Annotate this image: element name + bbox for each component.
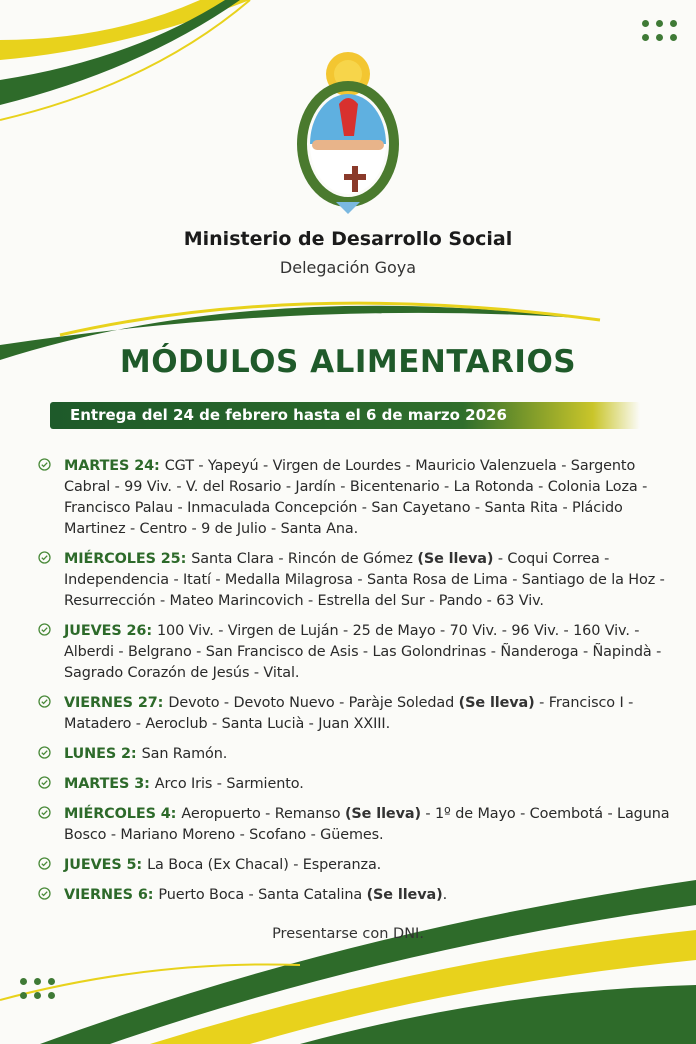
dots-decoration bbox=[20, 978, 55, 999]
schedule-text bbox=[64, 804, 674, 846]
neighborhoods: 100 Viv. - Virgen de Luján - 25 de Mayo - 70 Viv. - 96 Viv. - 160 Viv. - Alberdi - Belgrano - San Francisco de Asis - Las Golondrinas - Ñanderoga - Ñapindà - Sagrado Corazón de Jesús - Vital. bbox=[64, 623, 662, 681]
check-circle-icon bbox=[38, 774, 64, 795]
check-circle-icon bbox=[38, 804, 64, 846]
schedule-list bbox=[38, 456, 686, 915]
neighborhoods: . bbox=[442, 887, 448, 903]
neighborhoods: Puerto Boca - Santa Catalina bbox=[158, 887, 367, 903]
schedule-text bbox=[64, 549, 674, 612]
schedule-item bbox=[38, 885, 686, 906]
schedule-item bbox=[38, 693, 686, 735]
organization-name: Ministerio de Desarrollo Social bbox=[183, 228, 513, 250]
neighborhoods: - 1º de Mayo - Coembotá - Laguna Bosco - Mariano Moreno - Scofano - Güemes. bbox=[64, 806, 670, 843]
check-circle-icon bbox=[38, 549, 64, 612]
neighborhoods: Aeropuerto - Remanso bbox=[181, 806, 345, 822]
schedule-text bbox=[64, 693, 674, 735]
check-circle-icon bbox=[38, 855, 64, 876]
date-range-banner: Entrega del 24 de febrero hasta el 6 de marzo 2026 bbox=[50, 402, 640, 429]
check-circle-icon bbox=[38, 456, 64, 540]
page-title: MÓDULOS ALIMENTARIOS bbox=[119, 344, 577, 380]
schedule-text bbox=[64, 456, 674, 540]
schedule-text bbox=[64, 885, 674, 906]
neighborhoods: Santa Clara - Rincón de Gómez bbox=[191, 551, 418, 567]
neighborhoods: - Coqui Correa - Independencia - Itatí - Medalla Milagrosa - Santa Rosa de Lima - Santiago de la Hoz - Resurrección - Mateo Marincovich - Estrella del Sur - Pando - 63 Viv. bbox=[64, 551, 665, 609]
day-label: MIÉRCOLES 25: bbox=[64, 551, 187, 567]
day-label: VIERNES 6: bbox=[64, 887, 154, 903]
schedule-item bbox=[38, 774, 686, 795]
delegation-name: Delegación Goya bbox=[279, 258, 417, 277]
schedule-item bbox=[38, 855, 686, 876]
neighborhoods: San Ramón. bbox=[141, 746, 228, 762]
neighborhoods: Arco Iris - Sarmiento. bbox=[154, 776, 304, 792]
schedule-item bbox=[38, 744, 686, 765]
schedule-text bbox=[64, 621, 674, 684]
national-coat-of-arms-emblem bbox=[284, 44, 412, 219]
day-label: JUEVES 5: bbox=[64, 857, 143, 873]
pickup-note: (Se lleva) bbox=[366, 887, 443, 903]
dots-decoration bbox=[642, 20, 677, 41]
neighborhoods: Devoto - Devoto Nuevo - Paràje Soledad bbox=[168, 695, 459, 711]
day-label: LUNES 2: bbox=[64, 746, 137, 762]
day-label: VIERNES 27: bbox=[64, 695, 164, 711]
schedule-item bbox=[38, 456, 686, 540]
day-label: MARTES 24: bbox=[64, 458, 160, 474]
neighborhoods: La Boca (Ex Chacal) - Esperanza. bbox=[147, 857, 382, 873]
day-label: MARTES 3: bbox=[64, 776, 150, 792]
schedule-text bbox=[64, 774, 674, 795]
day-label: JUEVES 26: bbox=[64, 623, 152, 639]
check-circle-icon bbox=[38, 885, 64, 906]
check-circle-icon bbox=[38, 744, 64, 765]
schedule-item bbox=[38, 621, 686, 684]
check-circle-icon bbox=[38, 693, 64, 735]
footer-note: Presentarse con DNI. bbox=[272, 926, 424, 942]
schedule-text bbox=[64, 744, 674, 765]
check-circle-icon bbox=[38, 621, 64, 684]
schedule-item bbox=[38, 549, 686, 612]
schedule-text bbox=[64, 855, 674, 876]
pickup-note: (Se lleva) bbox=[344, 806, 421, 822]
neighborhoods: - Francisco I - Matadero - Aeroclub - Santa Lucià - Juan XXIII. bbox=[64, 695, 634, 732]
pickup-note: (Se lleva) bbox=[458, 695, 535, 711]
day-label: MIÉRCOLES 4: bbox=[64, 806, 177, 822]
pickup-note: (Se lleva) bbox=[417, 551, 494, 567]
neighborhoods: CGT - Yapeyú - Virgen de Lourdes - Mauricio Valenzuela - Sargento Cabral - 99 Viv. - V. del Rosario - Jardín - Bicentenario - La Rotonda - Colonia Loza - Francisco Palau - Inmaculada Concepción - San Cayetano - Santa Rita - Plácido Martinez - Centro - 9 de Julio - Santa Ana. bbox=[64, 458, 648, 537]
schedule-item bbox=[38, 804, 686, 846]
